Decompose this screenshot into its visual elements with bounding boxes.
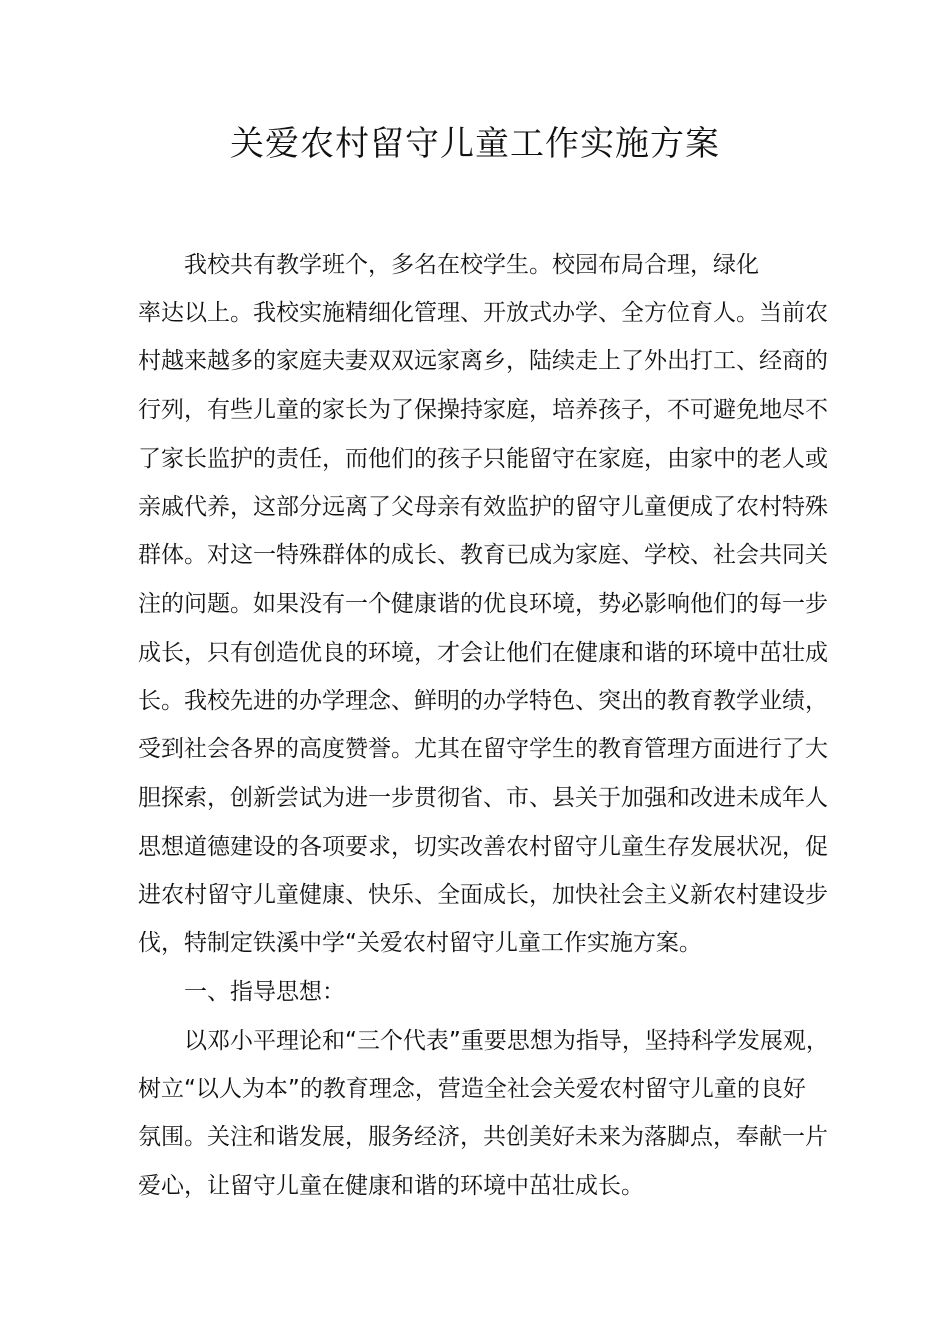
paragraph-1-line-14: 进农村留守儿童健康、快乐、全面成长，加快社会主义新农村建设步 [138, 882, 828, 908]
paragraph-1-line-4: 行列，有些儿童的家长为了保操持家庭，培养孩子，不可避免地尽不 [138, 397, 828, 423]
paragraph-1-line-12: 胆探索，创新尝试为进一步贯彻省、市、县关于加强和改进未成年人 [138, 785, 828, 811]
paragraph-1-line-1: 我校共有教学班个，多名在校学生。校园布局合理，绿化 [184, 252, 759, 278]
paragraph-2-line-3: 氛围。关注和谐发展，服务经济，共创美好未来为落脚点，奉献一片 [138, 1124, 828, 1150]
paragraph-2-line-1: 以邓小平理论和“三个代表”重要思想为指导，坚持科学发展观， [184, 1028, 829, 1054]
paragraph-1-line-10: 长。我校先进的办学理念、鲜明的办学特色、突出的教育教学业绩， [138, 688, 828, 714]
paragraph-2-line-2: 树立“以人为本”的教育理念，营造全社会关爱农村留守儿童的良好 [138, 1076, 806, 1102]
paragraph-1-line-2: 率达以上。我校实施精细化管理、开放式办学、全方位育人。当前农 [138, 300, 828, 326]
paragraph-1-line-11: 受到社会各界的高度赞誉。尤其在留守学生的教育管理方面进行了大 [138, 736, 828, 762]
paragraph-1-line-5: 了家长监护的责任，而他们的孩子只能留守在家庭，由家中的老人或 [138, 446, 828, 472]
paragraph-1-line-13: 思想道德建设的各项要求，切实改善农村留守儿童生存发展状况，促 [138, 834, 828, 860]
paragraph-1-line-8: 注的问题。如果没有一个健康谐的优良环境，势必影响他们的每一步 [138, 591, 828, 617]
paragraph-1-line-6: 亲戚代养，这部分远离了父母亲有效监护的留守儿童便成了农村特殊 [138, 494, 828, 520]
paragraph-1-line-9: 成长，只有创造优良的环境，才会让他们在健康和谐的环境中茁壮成 [138, 640, 828, 666]
paragraph-1-line-7: 群体。对这一特殊群体的成长、教育已成为家庭、学校、社会共同关 [138, 542, 828, 568]
section-heading-guiding-ideology: 一、指导思想： [184, 979, 345, 1005]
paragraph-1-line-15: 伐，特制定铁溪中学“关爱农村留守儿童工作实施方案。 [138, 930, 702, 956]
paragraph-1-line-3: 村越来越多的家庭夫妻双双远家离乡，陆续走上了外出打工、经商的 [138, 348, 828, 374]
document-title: 关爱农村留守儿童工作实施方案 [230, 124, 720, 164]
paragraph-2-line-4: 爱心，让留守儿童在健康和谐的环境中茁壮成长。 [138, 1173, 644, 1199]
